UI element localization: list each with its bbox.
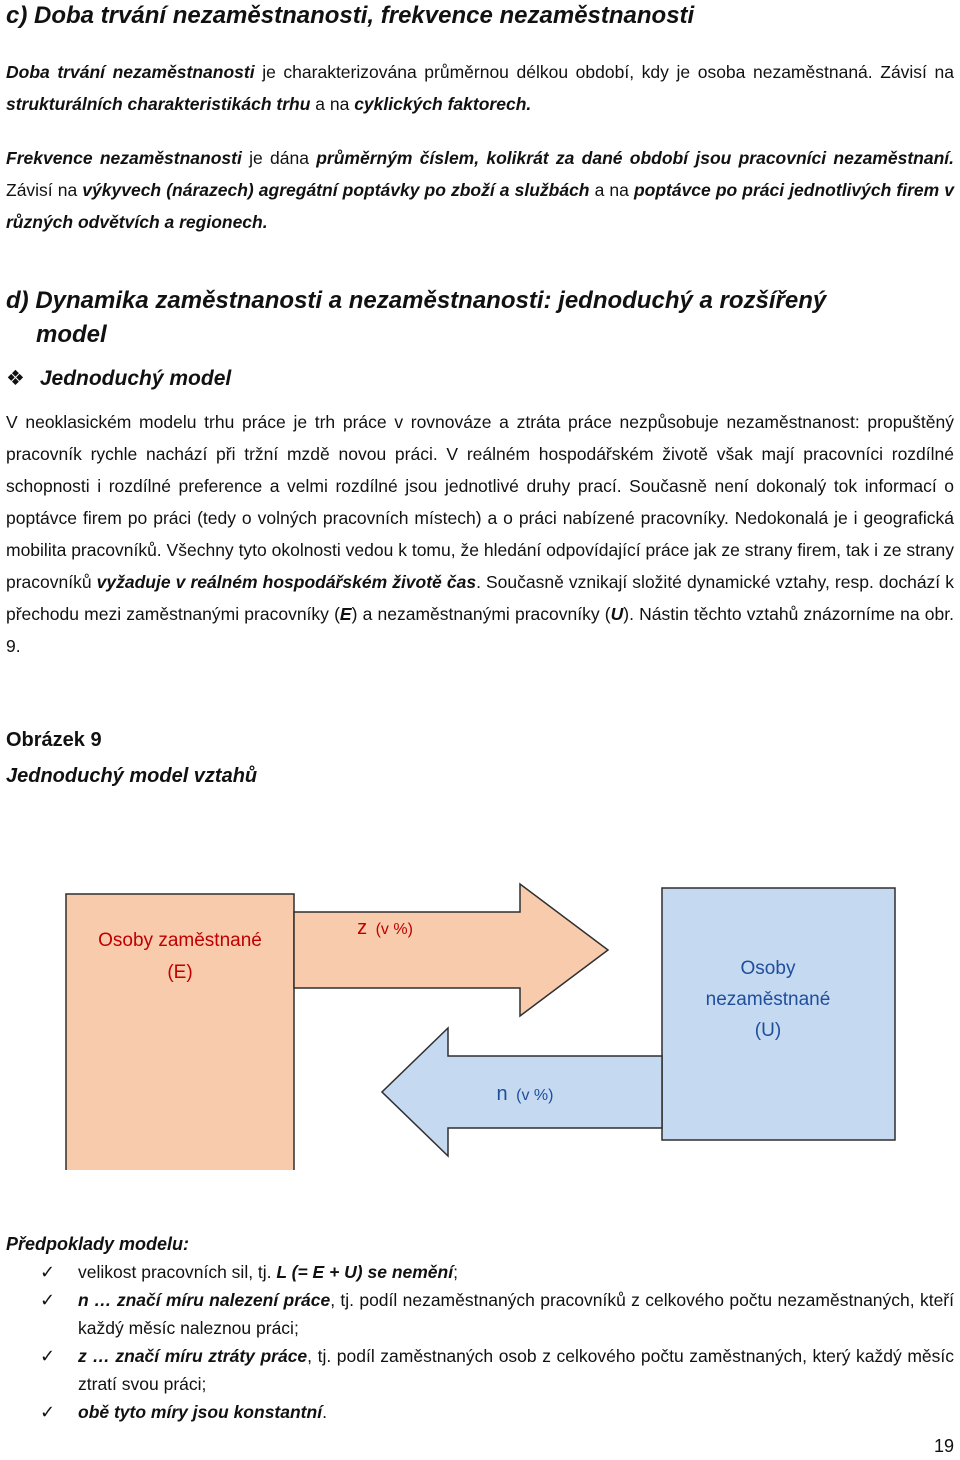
arrow-job-loss-label bbox=[357, 917, 413, 939]
assumption-run: , tj. podíl nezaměstnaných pracovníků z celkového počtu nezaměstnaných, kteří každý měsíc naleznou práci; bbox=[78, 1290, 954, 1338]
section-c-heading: c) Doba trvání nezaměstnanosti, frekvence nezaměstnanosti bbox=[6, 2, 695, 29]
assumptions-title: Předpoklady modelu: bbox=[6, 1234, 190, 1254]
assumption-run: n … značí míru nalezení práce bbox=[78, 1290, 331, 1310]
box-unemployed bbox=[662, 888, 895, 1140]
text-run: ) a nezaměstnanými pracovníky ( bbox=[351, 604, 611, 624]
figure-title: Jednoduchý model vztahů bbox=[6, 765, 258, 787]
text-run: Závisí na bbox=[6, 180, 83, 200]
assumption-run: , tj. podíl zaměstnaných osob z celkového počtu zaměstnaných, který každý měsíc ztratí svou práci; bbox=[78, 1346, 954, 1394]
assumption-run: L (= E + U) se nemění bbox=[276, 1262, 454, 1282]
section-c-paragraph-frequency bbox=[6, 142, 954, 238]
text-run: průměrným číslem, kolikrát za dané období jsou pracovníci nezaměstnaní. bbox=[316, 148, 954, 168]
assumption-run: . bbox=[322, 1402, 327, 1422]
text-run: . Současně vznikají složité dynamické vztahy, resp. dochází k přechodu mezi zaměstnanými pracovníky ( bbox=[6, 572, 954, 624]
text-run: je dána bbox=[241, 148, 317, 168]
arrow-job-loss bbox=[294, 884, 608, 1016]
section-c-paragraph-duration bbox=[6, 56, 954, 120]
checkmark-icon: ✓ bbox=[40, 1262, 56, 1282]
assumption-item bbox=[6, 1342, 954, 1398]
assumption-run: velikost pracovních sil, tj. bbox=[78, 1262, 277, 1282]
arrow-job-finding-label bbox=[497, 1083, 554, 1105]
diamond-bullet-icon: ❖ bbox=[6, 367, 25, 390]
text-run: strukturálních charakteristikách trhu bbox=[6, 94, 311, 114]
arrow-job-finding-unit: (v %) bbox=[516, 1087, 554, 1104]
arrow-job-loss-unit: (v %) bbox=[375, 921, 413, 938]
section-d-heading bbox=[6, 284, 954, 352]
section-d-heading-line2: model bbox=[36, 321, 107, 348]
text-run: poptávce po práci jednotlivých firem v různých odvětvích a regionech. bbox=[6, 180, 954, 232]
text-run: je charakterizována průměrnou délkou období, kdy je osoba nezaměstnaná. Závisí na bbox=[254, 62, 954, 82]
box-unemployed-label-2: nezaměstnané bbox=[705, 989, 831, 1010]
arrow-job-loss-symbol: z bbox=[357, 917, 368, 939]
checkmark-icon: ✓ bbox=[40, 1290, 56, 1310]
assumption-item bbox=[6, 1398, 954, 1426]
box-employed-symbol: (E) bbox=[167, 962, 193, 983]
text-run: a na bbox=[310, 94, 355, 114]
box-unemployed-label-1: Osoby bbox=[740, 958, 796, 979]
arrow-job-finding-symbol: n bbox=[496, 1083, 508, 1105]
text-run: E bbox=[339, 604, 352, 624]
flow-diagram bbox=[0, 790, 960, 1170]
assumption-run: ; bbox=[453, 1262, 458, 1282]
text-run: výkyvech (nárazech) agregátní poptávky po zboží a službách bbox=[82, 180, 590, 200]
page-number: 19 bbox=[933, 1436, 954, 1456]
subheading-simple-model bbox=[6, 364, 231, 394]
checkmark-icon: ✓ bbox=[40, 1346, 56, 1366]
assumptions-list bbox=[6, 1258, 954, 1426]
figure-label: Obrázek 9 bbox=[6, 729, 102, 751]
subheading-text: Jednoduchý model bbox=[39, 367, 232, 390]
assumption-run: z … značí míru ztráty práce bbox=[78, 1346, 308, 1366]
text-run: V neoklasickém modelu trhu práce je trh práce v rovnováze a ztráta práce nezpůsobuje nezaměstnanost: propuštěný pracovník rychle nachází při tržní mzdě novou práci. V reálném hospodářském životě však mají pracovníci rozdílné schopnosti i rozdílné preference a velmi rozdílné jsou jednotlivé druhy prací. Současně není dokonalý tok informací o poptávce firem po práci (tedy o volných pracovních místech) a o práci nabízené pracovníky. Nedokonalá je i geografická mobilita pracovníků. Všechny tyto okolnosti vedou k tomu, že hledání odpovídající práce jak ze strany firem, tak i ze strany pracovníků bbox=[6, 412, 954, 592]
text-run: U bbox=[610, 604, 624, 624]
section-d-paragraph bbox=[6, 406, 954, 662]
assumption-run: obě tyto míry jsou konstantní bbox=[78, 1402, 323, 1422]
text-run: a na bbox=[589, 180, 634, 200]
text-run: vyžaduje v reálném hospodářském životě čas bbox=[96, 572, 477, 592]
section-d-heading-line1: d) Dynamika zaměstnanosti a nezaměstnanosti: jednoduchý a rozšířený bbox=[6, 287, 827, 314]
box-unemployed-symbol: (U) bbox=[754, 1020, 782, 1041]
text-run: ). Nástin těchto vztahů znázorníme na obr. 9. bbox=[6, 604, 954, 656]
assumption-item bbox=[6, 1258, 954, 1286]
assumption-item bbox=[6, 1286, 954, 1342]
text-run: Doba trvání nezaměstnanosti bbox=[6, 62, 255, 82]
box-employed-label: Osoby zaměstnané bbox=[98, 930, 262, 951]
text-run: cyklických faktorech. bbox=[354, 94, 532, 114]
text-run: Frekvence nezaměstnanosti bbox=[6, 148, 242, 168]
checkmark-icon: ✓ bbox=[40, 1402, 56, 1422]
